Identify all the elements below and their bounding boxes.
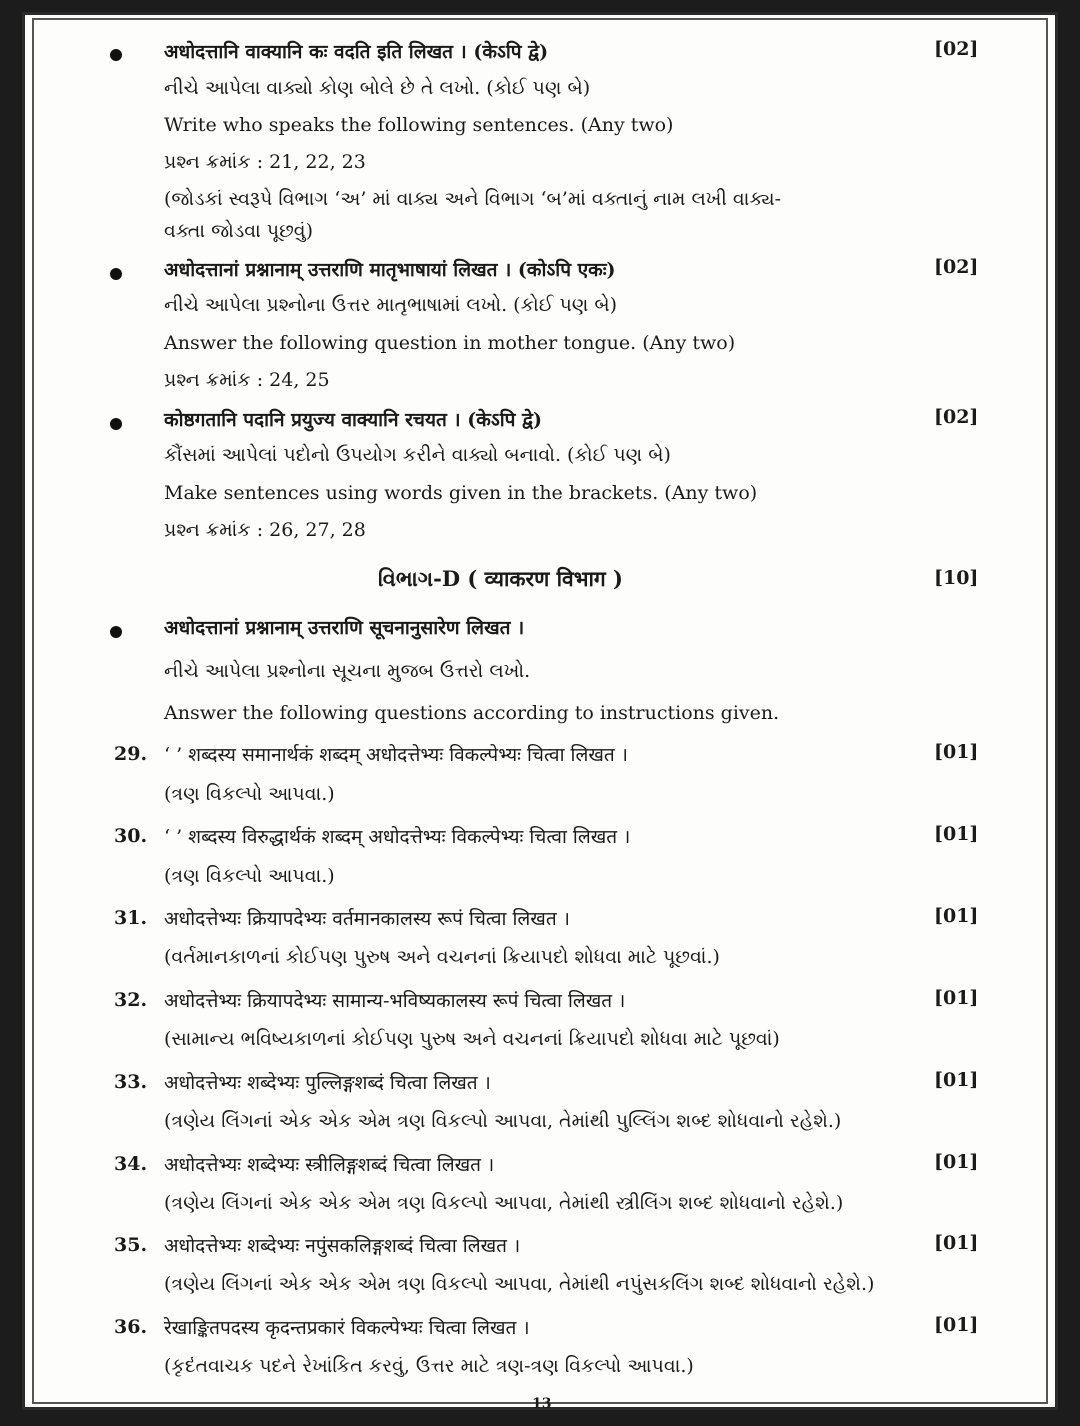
question-text: अधोदत्तेभ्यः क्रियापदेभ्यः वर्तमानकालस्य रूपं चित्वा लिखत । [164, 908, 570, 930]
question-number: 32. [114, 989, 148, 1011]
document-page [22, 12, 1058, 1410]
question-text: ‘ ’ शब्दस्य समानार्थकं शब्दम् अधोदत्तेभ्यः विकल्पेभ्यः चित्वा लिखत । [164, 744, 628, 766]
item-line: નીચે આપેલા પ્રશ્નોના ઉત્તર માતૃભાષામાં લખો. (કોઈ પણ બે) [164, 294, 618, 316]
bullet-icon [110, 626, 122, 638]
item-line: કૌંસમાં આપેલાં પદોનો ઉપયોગ કરીને વાક્યો બનાવો. (કોઈ પણ બે) [164, 444, 671, 466]
question-note: (ત્રણ વિકલ્પો આપવા.) [164, 783, 335, 805]
question-note: (ત્રણ વિકલ્પો આપવા.) [164, 865, 335, 887]
item-marks: [02] [934, 406, 979, 428]
question-text: अधोदत्तेभ्यः क्रियापदेभ्यः सामान्य-भविष्यकालस्य रूपं चित्वा लिखत । [164, 990, 626, 1012]
question-marks: [01] [934, 987, 979, 1009]
question-note: (કૃદંતવાચક પદને રેખાંકિત કરવું, ઉત્તર માટે ત્રણ-ત્રણ વિકલ્પો આપવા.) [164, 1355, 694, 1377]
question-marks: [01] [934, 1069, 979, 1091]
question-marks: [01] [934, 823, 979, 845]
question-marks: [01] [934, 1232, 979, 1254]
item-heading: अधोदत्तानां प्रश्नानाम् उत्तराणि मातृभाषायां लिखत । (कोऽपि एकः) [164, 259, 616, 281]
item-heading: अधोदत्तानि वाक्यानि कः वदति इति लिखत । (केऽपि द्वे) [164, 41, 549, 63]
item-line: (જોડકાં સ્વરૂપે વિભાગ ‘અ’ માં વાક્ય અને વિભાગ ‘બ’માં વક્તાનું નામ લખી વાક્ય- [164, 188, 782, 210]
question-note: (ત્રણેય લિંગનાં એક એક એમ ત્રણ વિકલ્પો આપવા, તેમાંથી પુલ્લિંગ શબ્દ શોધવાનો રહેશે.) [164, 1110, 842, 1132]
question-marks: [01] [934, 1314, 979, 1336]
item-marks: [02] [934, 38, 979, 60]
item-line: Answer the following question in mother tongue. (Any two) [164, 332, 736, 354]
item-line: પ્રશ્ન ક્રમાંક : 24, 25 [164, 369, 330, 391]
item-line: પ્રશ્ન ક્રમાંક : 21, 22, 23 [164, 151, 366, 173]
item-line: નીચે આપેલા વાક્યો કોણ બોલે છે તે લખો. (કોઈ પણ બે) [164, 77, 591, 99]
item-marks: [02] [934, 256, 979, 278]
question-note: (ત્રણેય લિંગનાં એક એક એમ ત્રણ વિકલ્પો આપવા, તેમાંથી નપુંસકલિંગ શબ્દ શોધવાનો રહેશે.) [164, 1273, 875, 1295]
question-number: 34. [114, 1153, 148, 1175]
question-text: अधोदत्तेभ्यः शब्देभ्यः स्त्रीलिङ्गशब्दं चित्वा लिखत । [164, 1154, 495, 1176]
question-note: (વર્તમાનકાળનાં કોઈપણ પુરુષ અને વચનનાં ક્રિયાપદો શોધવા માટે પૂછવાં.) [164, 946, 720, 968]
question-number: 29. [114, 743, 148, 765]
bullet-icon [110, 418, 122, 430]
question-marks: [01] [934, 741, 979, 763]
section-instruction-heading: अधोदत्तानां प्रश्नानाम् उत्तराणि सूचनानुसारेण लिखत । [164, 617, 525, 639]
section-title: વિભાગ-D ( व्याकरण विभाग ) [378, 566, 623, 591]
question-number: 30. [114, 825, 148, 847]
question-number: 35. [114, 1234, 148, 1256]
question-text: रेखाङ्कितपदस्य कृदन्तप्रकारं विकल्पेभ्यः चित्वा लिखत । [164, 1317, 530, 1339]
question-text: अधोदत्तेभ्यः शब्देभ्यः पुल्लिङ्गशब्दं चित्वा लिखत । [164, 1072, 491, 1094]
question-text: अधोदत्तेभ्यः शब्देभ्यः नपुंसकलिङ्गशब्दं चित्वा लिखत । [164, 1235, 521, 1257]
item-heading: कोष्ठगतानि पदानि प्रयुज्य वाक्यानि रचयत । (केऽपि द्वे) [164, 409, 542, 431]
page-number: 13 [532, 1396, 552, 1410]
item-line: વક્તા જોડવા પૂછવું) [164, 220, 314, 242]
item-line: પ્રશ્ન ક્રમાંક : 26, 27, 28 [164, 519, 366, 541]
item-line: Write who speaks the following sentences. (Any two) [164, 114, 674, 136]
question-note: (ત્રણેય લિંગનાં એક એક એમ ત્રણ વિકલ્પો આપવા, તેમાંથી સ્ત્રીલિંગ શબ્દ શોધવાનો રહેશે.) [164, 1192, 844, 1214]
item-line: Make sentences using words given in the brackets. (Any two) [164, 482, 758, 504]
question-marks: [01] [934, 1151, 979, 1173]
section-instruction-line: Answer the following questions according to instructions given. [164, 702, 780, 724]
bullet-icon [110, 268, 122, 280]
question-number: 36. [114, 1316, 148, 1338]
section-instruction-line: નીચે આપેલા પ્રશ્નોના સૂચના મુજબ ઉત્તરો લખો. [164, 660, 531, 682]
bullet-icon [110, 49, 122, 61]
question-text: ‘ ’ शब्दस्य विरुद्धार्थकं शब्दम् अधोदत्तेभ्यः विकल्पेभ्यः चित्वा लिखत । [164, 826, 631, 848]
question-marks: [01] [934, 905, 979, 927]
section-marks: [10] [934, 567, 979, 589]
question-number: 31. [114, 907, 148, 929]
question-number: 33. [114, 1071, 148, 1093]
question-note: (સામાન્ય ભવિષ્યકાળનાં કોઈપણ પુરુષ અને વચનનાં ક્રિયાપદો શોધવા માટે પૂછવાં) [164, 1028, 780, 1050]
